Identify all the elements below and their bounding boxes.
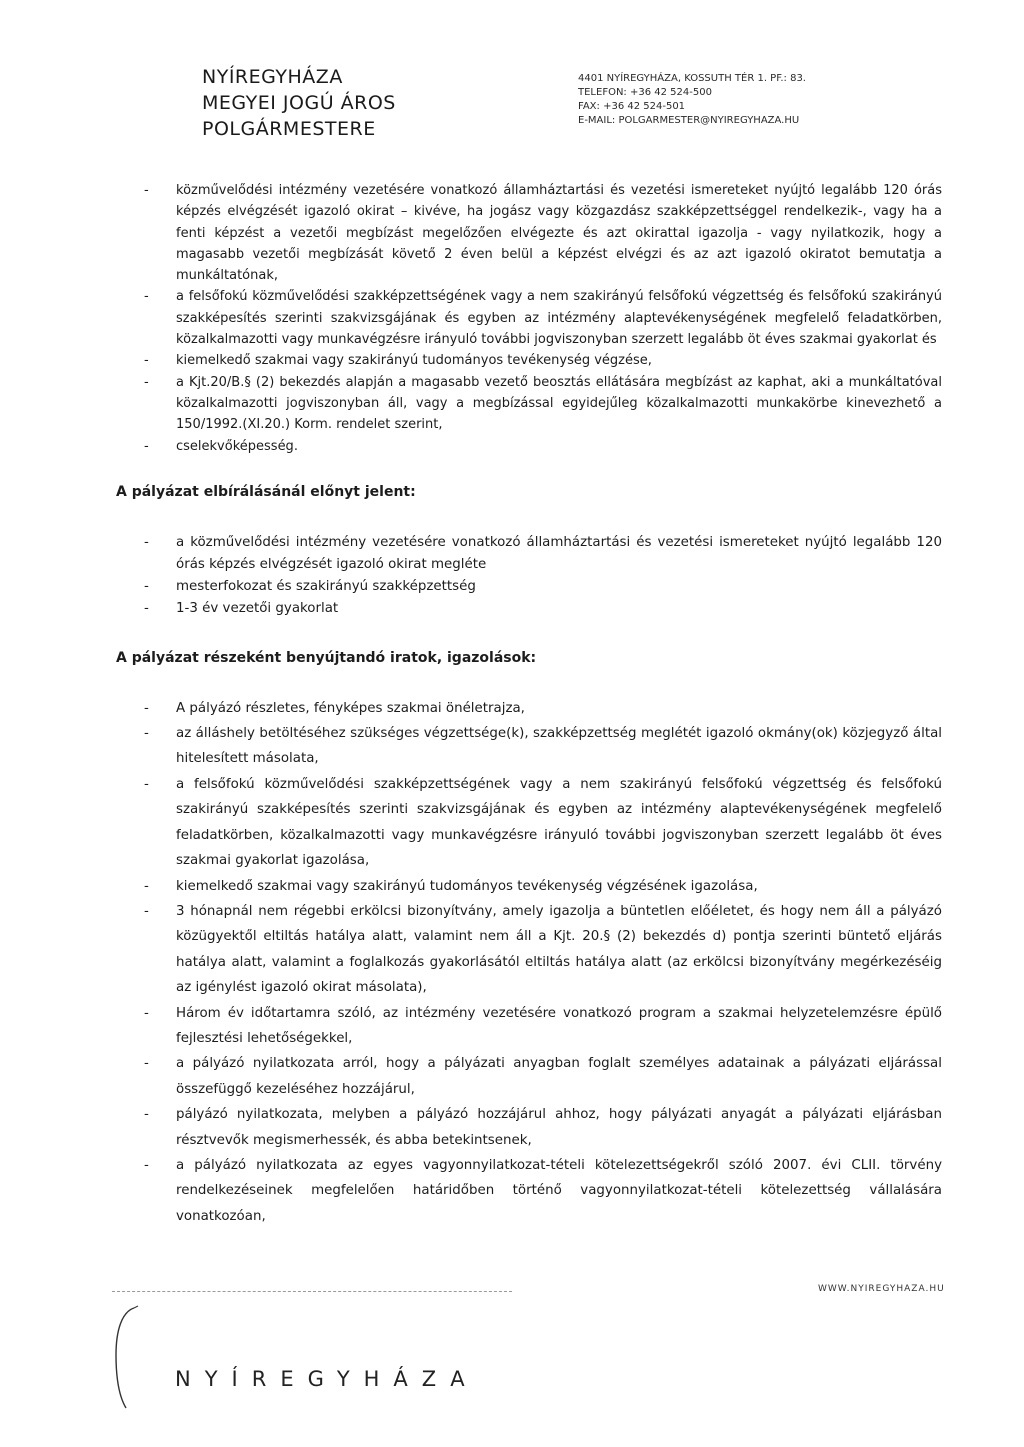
list-item: - az álláshely betöltéséhez szükséges végzettsége(k), szakképzettség meglétét igazoló okmány(ok) közjegyző által hitelesített másolata, [116, 721, 942, 772]
list-item: - mesterfokozat és szakirányú szakképzettség [116, 576, 942, 598]
documents-list [116, 696, 942, 1230]
list-item: - A pályázó részletes, fényképes szakmai önéletrajza, [116, 696, 942, 721]
contact-phone: TELEFON: +36 42 524-500 [578, 87, 712, 98]
list-item: - Három év időtartamra szóló, az intézmény vezetésére vonatkozó program a szakmai helyzetelemzésre épülő fejlesztési lehetőségekkel, [116, 1001, 942, 1052]
advantages-heading: A pályázat elbírálásánál előnyt jelent: [116, 483, 416, 500]
list-item: - a felsőfokú közművelődési szakképzettségének vagy a nem szakirányú felsőfokú végzettség és felsőfokú szakirányú szakképesítés szerinti szakvizsgájának és egyben az intézmény alaptevékenységének megfelelő feladatkörben, közalkalmazotti vagy munkavégzésre irányuló további jogviszonyban szerzett legalább öt éves szakmai gyakorlat igazolása, [116, 772, 942, 874]
list-item: - 1-3 év vezetői gyakorlat [116, 598, 942, 620]
list-item: - kiemelkedő szakmai vagy szakirányú tudományos tevékenység végzésének igazolása, [116, 874, 942, 899]
requirements-list [116, 180, 942, 457]
list-item: - a pályázó nyilatkozata az egyes vagyonnyilatkozat-tételi kötelezettségekről szóló 2007. évi CLII. törvény rendelkezéseinek megfelelően határidőben történő vagyonnyilatkozat-tételi kötelezettség vállalására vonatkozóan, [116, 1153, 942, 1229]
list-item: - közművelődési intézmény vezetésére vonatkozó államháztartási és vezetési ismereteket nyújtó legalább 120 órás képzés elvégzését igazoló okirat – kivéve, ha jogász vagy közgazdász szakképzettséggel rendelkezik-, vagy ha a fenti képzést a vezetői megbízást megelőzően elvégezte és azt okirattal igazolja - vagy nyilatkozik, hogy a magasabb vezetői megbízását követő 2 éven belül a képzést elvégzi és az azt igazoló okiratot bemutatja a munkáltatónak, [116, 180, 942, 286]
list-item: - a pályázó nyilatkozata arról, hogy a pályázati anyagban foglalt személyes adatainak a pályázati eljárással összefüggő kezeléséhez hozzájárul, [116, 1051, 942, 1102]
list-item: - 3 hónapnál nem régebbi erkölcsi bizonyítvány, amely igazolja a büntetlen előéletet, és hogy nem áll a pályázó közügyektől eltiltás hatálya alatt, valamint nem áll a Kjt. 20.§ (2) bekezdés d) pontja szerinti büntető eljárás hatálya alatt, valamint a foglalkozás gyakorlásától eltiltás hatálya alatt (az erkölcsi bizonyítvány megérkezéséig az igénylést igazoló okirat másolata), [116, 899, 942, 1001]
footer-website: WWW.NYIREGYHAZA.HU [818, 1284, 945, 1294]
footer-city-name: NYÍREGYHÁZA [175, 1367, 479, 1391]
contact-address: 4401 NYÍREGYHÁZA, KOSSUTH TÉR 1. PF.: 83. [578, 73, 806, 84]
list-item: - pályázó nyilatkozata, melyben a pályázó hozzájárul ahhoz, hogy pályázati anyagát a pályázati eljárásban résztvevők megismerhessék, és abba betekintsenek, [116, 1102, 942, 1153]
list-item: - a közművelődési intézmény vezetésére vonatkozó államháztartási és vezetési ismereteket nyújtó legalább 120 órás képzés elvégzését igazoló okirat megléte [116, 532, 942, 576]
list-item: - a Kjt.20/B.§ (2) bekezdés alapján a magasabb vezető beosztás ellátására megbízást az kaphat, aki a munkáltatóval közalkalmazotti jogviszonyban áll, vagy a megbízással egyidejűleg közalkalmazotti munkakörbe kinevezhető a 150/1992.(XI.20.) Korm. rendelet szerint, [116, 372, 942, 436]
contact-email: E-MAIL: POLGARMESTER@NYIREGYHAZA.HU [578, 115, 800, 126]
letterhead-org [202, 64, 396, 142]
advantages-list [116, 532, 942, 621]
list-item: - a felsőfokú közművelődési szakképzettségének vagy a nem szakirányú felsőfokú végzettség és felsőfokú szakirányú szakképesítés szerinti szakvizsgájának és egyben az intézmény alaptevékenységének megfelelő feladatkörben, közalkalmazotti vagy munkavégzésre irányuló további jogviszonyban szerzett legalább öt éves szakmai gyakorlat és [116, 286, 942, 350]
documents-heading: A pályázat részeként benyújtandó iratok, igazolások: [116, 649, 537, 666]
org-line-mayor: POLGÁRMESTERE [202, 118, 376, 140]
document-body [116, 180, 942, 1229]
org-line-county: MEGYEI JOGÚ ÁROS [202, 92, 396, 114]
letterhead-contact [578, 72, 806, 128]
org-line-city: NYÍREGYHÁZA [202, 66, 343, 88]
list-item: - kiemelkedő szakmai vagy szakirányú tudományos tevékenység végzése, [116, 350, 942, 371]
contact-fax: FAX: +36 42 524-501 [578, 101, 686, 112]
city-emblem-icon [112, 1300, 140, 1410]
list-item: - cselekvőképesség. [116, 436, 942, 457]
footer-divider [112, 1291, 512, 1293]
